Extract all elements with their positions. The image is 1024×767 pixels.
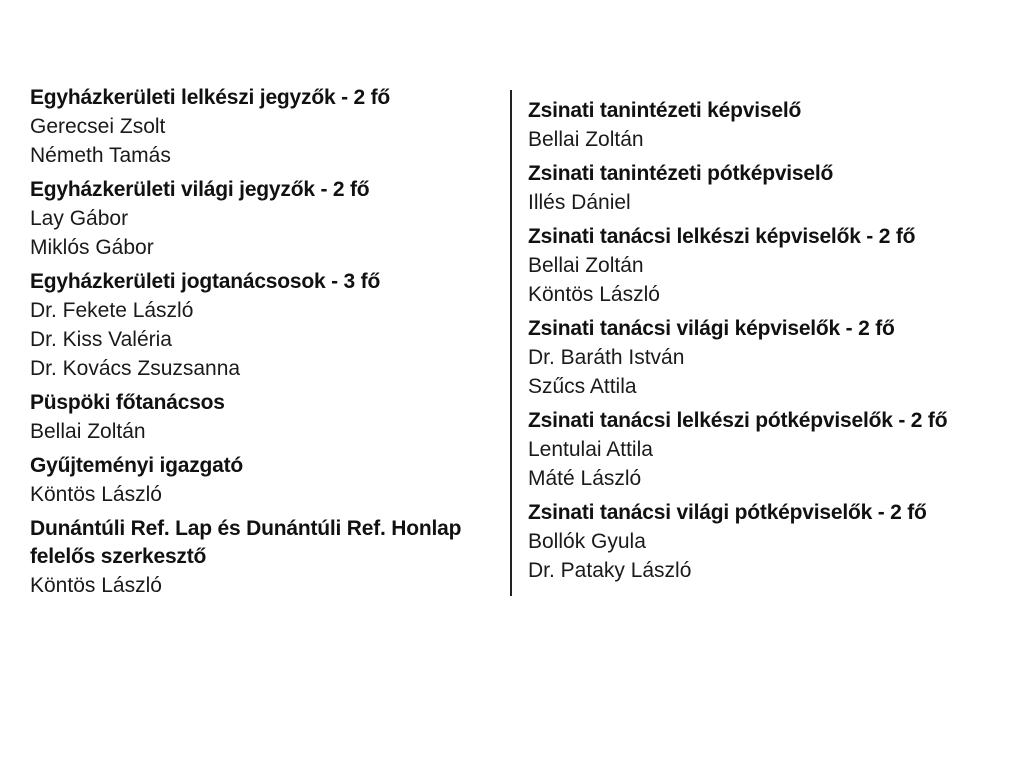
person-name: Lentulai Attila — [528, 438, 653, 461]
person-name: Dr. Pataky László — [528, 559, 692, 582]
left-column — [30, 84, 490, 606]
section-heading: Püspöki főtanácsos — [30, 391, 225, 414]
section-lelkeszi-potkepviselok — [528, 407, 1022, 493]
person-name: Illés Dániel — [528, 191, 631, 214]
section-gyujtemenyi-igazgato — [30, 452, 490, 509]
person-name: Dr. Kovács Zsuzsanna — [30, 357, 241, 380]
person-name: Németh Tamás — [30, 144, 171, 167]
section-jogtanacsosok — [30, 268, 490, 383]
right-column — [528, 97, 1022, 591]
section-puspoki-fotanacsos — [30, 389, 490, 446]
section-lelkeszi-jegyzok — [30, 84, 490, 170]
person-name: Lay Gábor — [30, 207, 129, 230]
section-heading: Zsinati tanácsi lelkészi képviselők - 2 fő — [528, 225, 916, 248]
section-heading: Dunántúli Ref. Lap és Dunántúli Ref. Honlap felelős szerkesztő — [30, 517, 462, 568]
section-tanintezeti-kepviselo — [528, 97, 1022, 154]
section-vilagi-kepviselok — [528, 315, 1022, 401]
section-heading: Egyházkerületi lelkészi jegyzők - 2 fő — [30, 86, 391, 109]
section-lelkeszi-kepviselok — [528, 223, 1022, 309]
person-name: Szűcs Attila — [528, 375, 637, 398]
column-divider — [510, 90, 512, 596]
person-name: Bellai Zoltán — [528, 128, 644, 151]
section-heading: Zsinati tanintézeti pótképviselő — [528, 162, 834, 185]
person-name: Bollók Gyula — [528, 530, 646, 553]
person-name: Köntös László — [528, 283, 660, 306]
person-name: Bellai Zoltán — [528, 254, 644, 277]
person-name: Dr. Fekete László — [30, 299, 194, 322]
section-heading: Egyházkerületi jogtanácsosok - 3 fő — [30, 270, 381, 293]
person-name: Bellai Zoltán — [30, 420, 146, 443]
section-tanintezeti-potkepviselo — [528, 160, 1022, 217]
person-name: Dr. Baráth István — [528, 346, 685, 369]
person-name: Köntös László — [30, 483, 162, 506]
section-heading: Zsinati tanácsi világi képviselők - 2 fő — [528, 317, 895, 340]
section-heading: Egyházkerületi világi jegyzők - 2 fő — [30, 178, 370, 201]
person-name: Miklós Gábor — [30, 236, 154, 259]
person-name: Köntös László — [30, 574, 162, 597]
section-heading: Zsinati tanintézeti képviselő — [528, 99, 802, 122]
person-name: Máté László — [528, 467, 642, 490]
person-name: Dr. Kiss Valéria — [30, 328, 172, 351]
section-vilagi-potkepviselok — [528, 499, 1022, 585]
section-heading: Zsinati tanácsi lelkészi pótképviselők - 2 fő — [528, 409, 948, 432]
section-felelos-szerkeszto — [30, 515, 490, 600]
section-heading: Zsinati tanácsi világi pótképviselők - 2 fő — [528, 501, 927, 524]
section-vilagi-jegyzok — [30, 176, 490, 262]
person-name: Gerecsei Zsolt — [30, 115, 166, 138]
section-heading: Gyűjteményi igazgató — [30, 454, 244, 477]
